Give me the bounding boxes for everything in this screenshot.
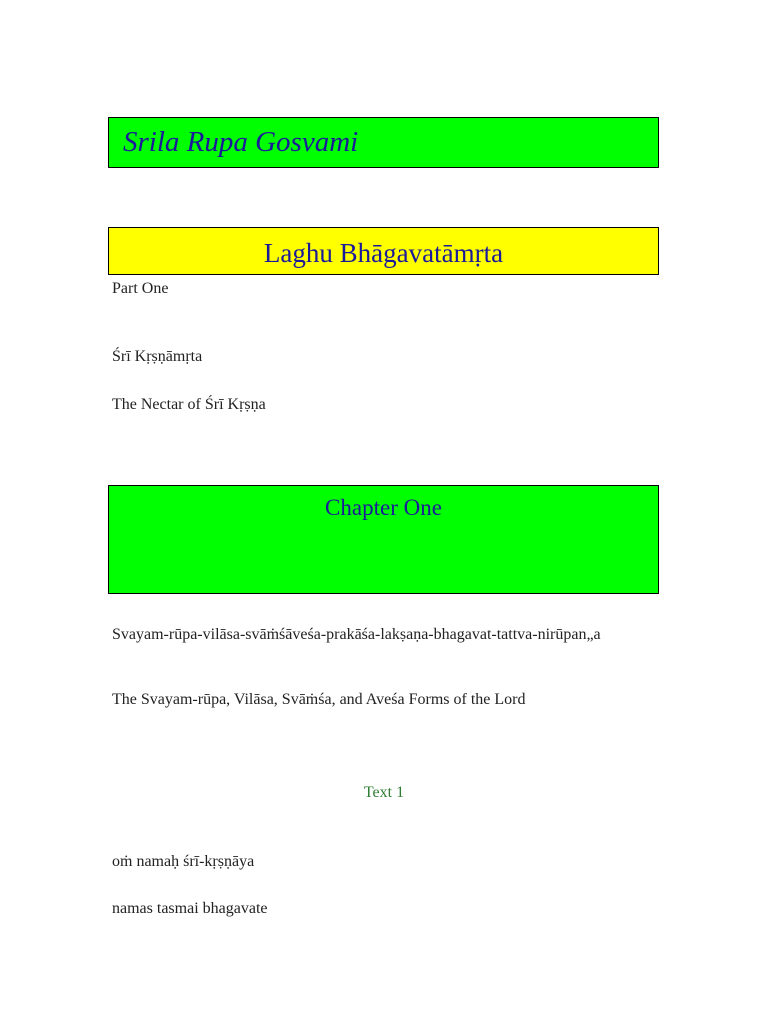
title-banner: [108, 227, 659, 275]
part-name: Śrī Kṛṣṇāmṛta: [112, 348, 203, 365]
part-label: Part One: [112, 280, 169, 297]
chapter-banner: [108, 485, 659, 594]
author-banner: [108, 117, 659, 168]
text-number-heading: Text 1: [363, 784, 405, 801]
chapter-english-subtitle: The Svayam-rūpa, Vilāsa, Svāṁśa, and Aveśa Forms of the Lord: [112, 691, 526, 708]
chapter-sanskrit-subtitle: Svayam-rūpa-vilāsa-svāṁśāveśa-prakāśa-lakṣaṇa-bhagavat-tattva-nirūpan„a: [112, 626, 601, 643]
verse-line: namas tasmai bhagavate: [112, 900, 268, 917]
verse-line: oṁ namaḥ śrī-kṛṣṇāya: [112, 853, 255, 870]
book-title: Laghu Bhāgavatāmṛta: [263, 238, 504, 268]
chapter-heading: Chapter One: [325, 495, 442, 520]
part-translation: The Nectar of Śrī Kṛṣṇa: [112, 396, 266, 413]
author-name: Srila Rupa Gosvami: [123, 126, 359, 158]
